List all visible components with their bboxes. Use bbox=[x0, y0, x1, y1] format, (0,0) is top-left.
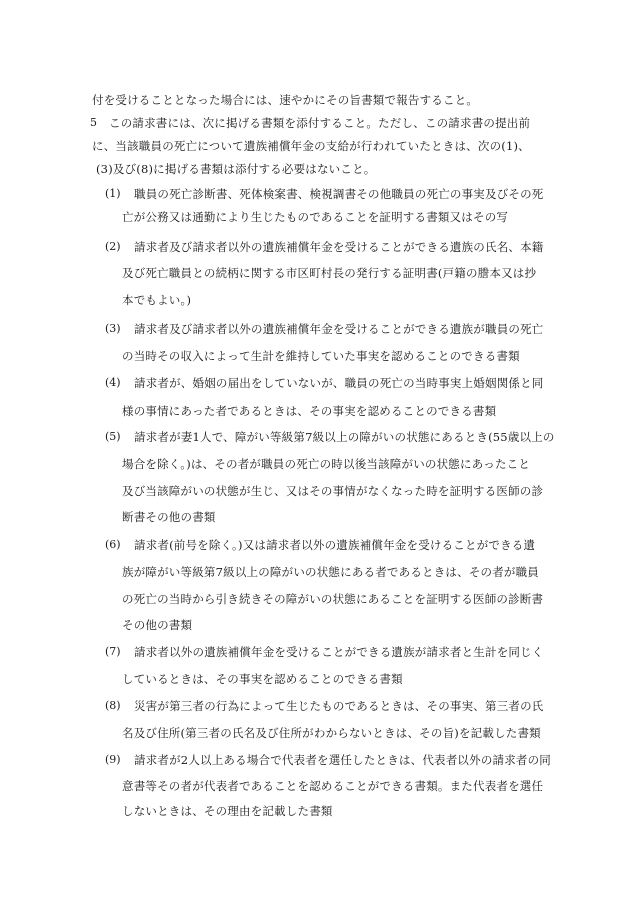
item-text-line: 意書等その者が代表者であることを認めることができる書類。また代表者を選任 bbox=[122, 779, 544, 793]
item-text-line: しないときは、その理由を記載した書類 bbox=[122, 804, 333, 818]
item-text-line: 場合を除く。)は、その者が職員の死亡の時以後当該障がいの状態にあったこと bbox=[122, 457, 531, 471]
section-number: 5 bbox=[90, 116, 97, 129]
item-number: (6) bbox=[105, 538, 121, 551]
item-text-line: 請求者及び請求者以外の遺族補償年金を受けることができる遺族が職員の死亡 bbox=[134, 322, 544, 336]
item-text-line: 請求者及び請求者以外の遺族補償年金を受けることができる遺族の氏名、本籍 bbox=[134, 240, 544, 254]
item-text-line: 請求者が妻1人で、障がい等級第7級以上の障がいの状態にあるとき(55歳以上の bbox=[134, 430, 555, 444]
item-text-line: 請求者が、婚姻の届出をしていないが、職員の死亡の当時事実上婚姻関係と同 bbox=[134, 376, 544, 390]
item-text-line: 請求者が2人以上ある場合で代表者を選任したときは、代表者以外の請求者の同 bbox=[134, 753, 552, 767]
item-text-line: 請求者以外の遺族補償年金を受けることができる遺族が請求者と生計を同じく bbox=[134, 645, 544, 659]
section-text-line: に、当該職員の死亡について遺族補償年金の支給が行われていたときは、次の(1)、 bbox=[92, 139, 530, 153]
intro-line: 付を受けることとなった場合には、速やかにその旨書類で報告すること。 bbox=[92, 93, 479, 107]
item-text-line: その他の書類 bbox=[122, 618, 193, 632]
item-text-line: 本でもよい。) bbox=[122, 293, 192, 307]
item-text-line: 名及び住所(第三者の氏名及び住所がわからないときは、その旨)を記載した書類 bbox=[122, 726, 541, 740]
item-number: (8) bbox=[105, 699, 121, 712]
item-number: (4) bbox=[105, 376, 121, 389]
item-text-line: しているときは、その事実を認めることのできる書類 bbox=[122, 672, 403, 686]
item-number: (3) bbox=[105, 322, 121, 335]
item-number: (9) bbox=[105, 753, 121, 766]
item-text-line: の当時その収入によって生計を維持していた事実を認めることのできる書類 bbox=[122, 349, 520, 363]
item-text-line: 及び当該障がいの状態が生じ、又はその事情がなくなった時を証明する医師の診 bbox=[122, 484, 544, 498]
item-number: (2) bbox=[105, 240, 121, 253]
item-text-line: 災害が第三者の行為によって生じたものであるときは、その事実、第三者の氏 bbox=[134, 699, 544, 713]
item-number: (1) bbox=[105, 187, 121, 200]
item-text-line: 様の事情にあった者であるときは、その事実を認めることのできる書類 bbox=[122, 404, 497, 418]
item-text-line: 亡が公務又は通勤により生じたものであることを証明する書類又はその写 bbox=[122, 210, 509, 224]
item-number: (5) bbox=[105, 430, 121, 443]
section-text-line: この請求書には、次に掲げる書類を添付すること。ただし、この請求書の提出前 bbox=[109, 116, 531, 130]
item-text-line: 請求者(前号を除く。)又は請求者以外の遺族補償年金を受けることができる遺 bbox=[134, 538, 536, 552]
section-text-line: (3)及び(8)に掲げる書類は添付する必要はないこと。 bbox=[96, 162, 376, 176]
item-text-line: 断書その他の書類 bbox=[122, 510, 216, 524]
item-text-line: の死亡の当時から引き続きその障がいの状態にあることを証明する医師の診断書 bbox=[122, 592, 544, 606]
item-text-line: 族が障がい等級第7級以上の障がいの状態にある者であるときは、その者が職員 bbox=[122, 565, 540, 579]
item-number: (7) bbox=[105, 645, 121, 658]
item-text-line: 及び死亡職員との続柄に関する市区町村長の発行する証明書(戸籍の謄本又は抄 bbox=[122, 266, 537, 280]
item-text-line: 職員の死亡診断書、死体検案書、検視調書その他職員の死亡の事実及びその死 bbox=[134, 187, 544, 201]
